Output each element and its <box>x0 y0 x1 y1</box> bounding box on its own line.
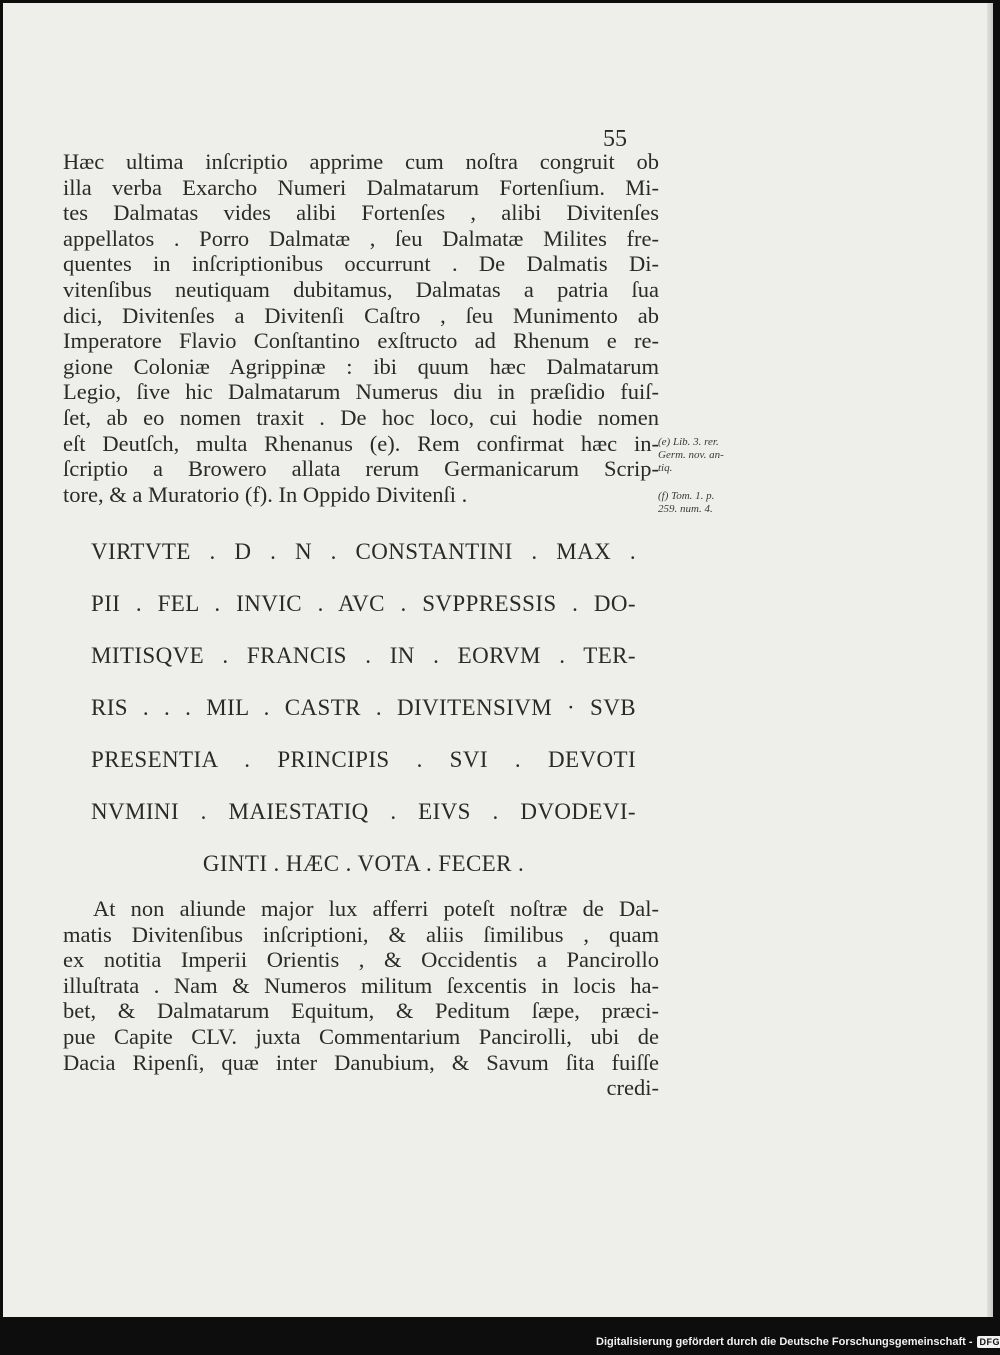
text-line: appellatos . Porro Dalmatæ , ſeu Dalmatæ Milites fre- <box>63 225 659 251</box>
footer-text: Digitalisierung gefördert durch die Deutsche Forschungsgemeinschaft - <box>596 1336 973 1348</box>
text-line: gione Coloniæ Agrippinæ : ibi quum hæc Dalmatarum <box>63 353 659 379</box>
page-edge <box>987 3 993 1317</box>
text-line: eſt Deutſch, multa Rhenanus (e). Rem confirmat hæc in- <box>63 430 659 456</box>
text-line: pue Capite CLV. juxta Commentarium Pancirolli, ubi de <box>63 1023 659 1049</box>
text-line: illa verba Exarcho Numeri Dalmatarum Fortenſium. Mi- <box>63 174 659 200</box>
text-line: Imperatore Flavio Conſtantino exſtructo ad Rhenum e re- <box>63 328 659 354</box>
inscription-line: GINTI . HÆC . VOTA . FECER . <box>202 851 525 876</box>
paragraph-2 <box>63 896 659 1101</box>
text-line: Hæc ultima inſcriptio apprime cum noſtra congruit ob <box>63 149 659 174</box>
inscription-line: PII . FEL . INVIC . AVC . SVPPRESSIS . DO- <box>91 591 636 616</box>
page-number: 55 <box>603 126 627 152</box>
inscription-line: PRESENTIA . PRINCIPIS . SVI . DEVOTI <box>91 747 636 772</box>
text-line: ex notitia Imperii Orientis , & Occidentis a Pancirollo <box>63 947 659 973</box>
text-line: dici, Divitenſes a Divitenſi Caſtro , ſeu Munimento ab <box>63 302 659 328</box>
text-line: Dacia Ripenſi, quæ inter Danubium, & Savum ſita fuiſſe <box>63 1049 659 1075</box>
catchword: credi- <box>606 1075 659 1101</box>
margin-note-line: tiq. <box>658 462 673 474</box>
text-line: ſet, ab eo nomen traxit . De hoc loco, cui hodie nomen <box>63 404 659 430</box>
text-line: illuſtrata . Nam & Numeros militum ſexcentis in locis ha- <box>63 972 659 998</box>
margin-note-f <box>658 490 758 516</box>
inscription-line: RIS . . . MIL . CASTR . DIVITENSIVM · SVB <box>91 695 636 720</box>
text-line: matis Divitenſibus inſcriptioni, & aliis ſimilibus , quam <box>63 921 659 947</box>
margin-note-line: 259. num. 4. <box>658 503 713 515</box>
inscription-line: NVMINI . MAIESTATIQ . EIVS . DVODEVI- <box>91 799 636 824</box>
text-line: quentes in inſcriptionibus occurrunt . De Dalmatis Di- <box>63 251 659 277</box>
margin-note-line: Germ. nov. an- <box>658 449 724 461</box>
text-line: tes Dalmatas vides alibi Fortenſes , alibi Divitenſes <box>63 200 659 226</box>
inscription-line: VIRTVTE . D . N . CONSTANTINI . MAX . <box>91 539 636 564</box>
text-line: vitenſibus neutiquam dubitamus, Dalmatas a patria ſua <box>63 276 659 302</box>
footer-credit <box>596 1336 1000 1348</box>
inscription-block <box>91 538 636 902</box>
text-line: Legio, ſive hic Dalmatarum Numerus diu in præſidio fuiſ- <box>63 379 659 405</box>
text-line: ſcriptio a Browero allata rerum Germanicarum Scrip- <box>63 456 659 482</box>
text-line: At non aliunde major lux afferri poteſt noſtræ de Dal- <box>93 896 659 921</box>
book-page <box>3 3 993 1317</box>
margin-note-line: (f) Tom. 1. p. <box>658 490 715 502</box>
inscription-line: MITISQVE . FRANCIS . IN . EORVM . TER- <box>91 643 636 668</box>
paragraph-1 <box>63 149 659 507</box>
margin-note-line: (e) Lib. 3. rer. <box>658 436 719 448</box>
text-line: bet, & Dalmatarum Equitum, & Peditum ſæpe, præci- <box>63 998 659 1024</box>
text-line: tore, & a Muratorio (f). In Oppido Divitenſi . <box>63 481 468 507</box>
margin-note-e <box>658 436 758 475</box>
dfg-logo: DFG <box>977 1336 1000 1348</box>
